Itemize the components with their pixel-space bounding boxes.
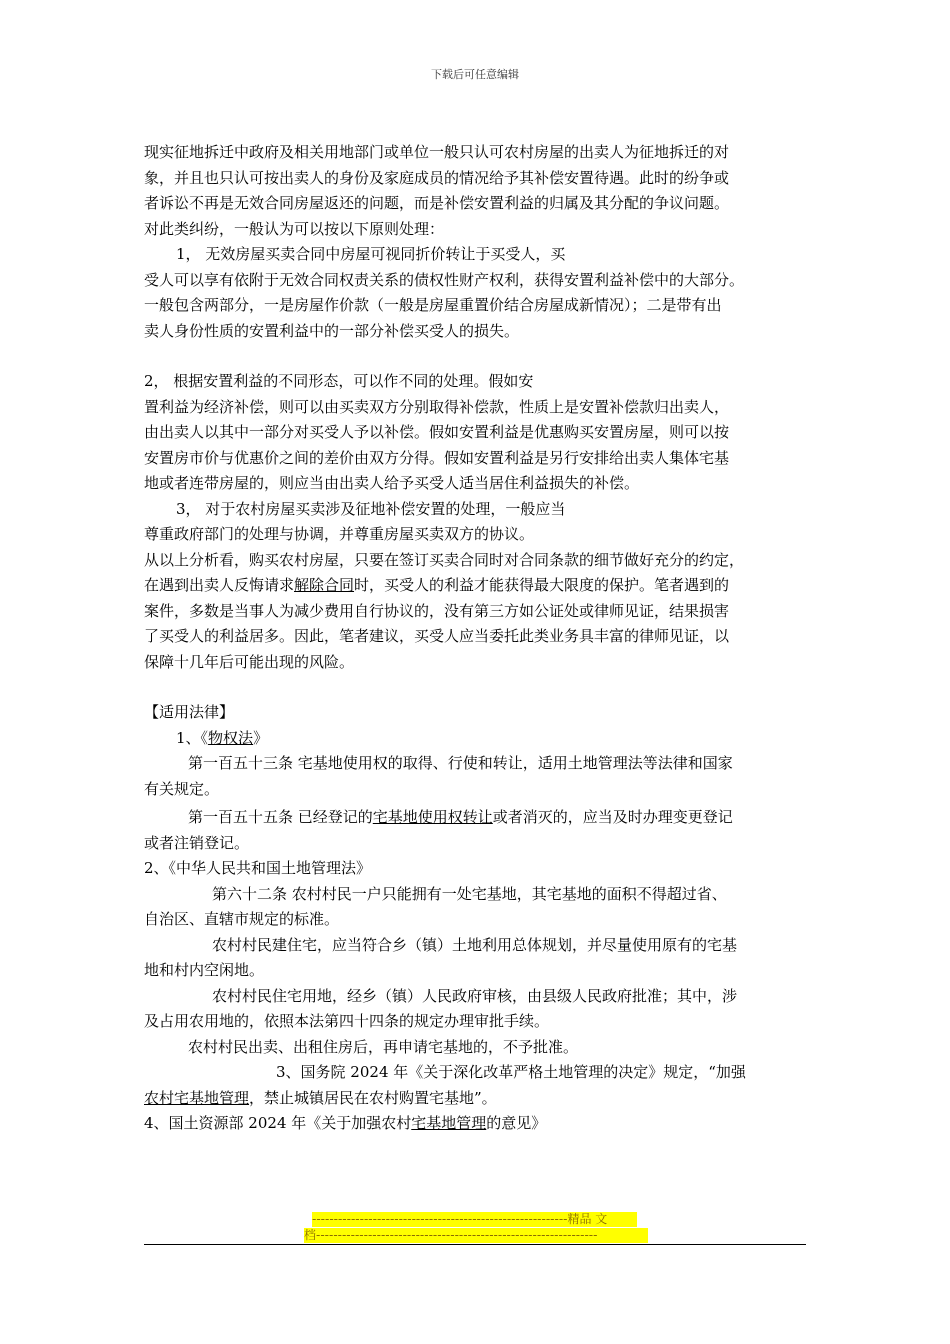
body-line: 置利益为经济补偿，则可以由买卖双方分别取得补偿款，性质上是安置补偿款归出卖人， [144, 397, 730, 416]
body-line: 受人可以享有依附于无效合同权责关系的债权性财产权利，获得安置利益补偿中的大部分。 [144, 270, 745, 289]
body-line: 安置房市价与优惠价之间的差价由双方分得。假如安置利益是另行安排给出卖人集体宅基 [144, 448, 730, 467]
link-nongcun-zhaijidi-guanli[interactable]: 农村宅基地管理 [144, 1088, 250, 1107]
body-line: 尊重政府部门的处理与协调，并尊重房屋买卖双方的协议。 [144, 525, 535, 543]
link-zhaijidi-zhuanrang[interactable]: 宅基地使用权转让 [372, 808, 493, 826]
body-line: 3， 对于农村房屋买卖涉及征地补偿安置的处理，一般应当 [176, 499, 566, 518]
document-body [144, 140, 808, 1137]
page-header: 下载后可任意编辑 [431, 68, 519, 81]
body-line: 1， 无效房屋买卖合同中房屋可视同折价转让于买受人，买 [176, 245, 566, 263]
body-line: 或者注销登记。 [144, 833, 250, 852]
body-line: 有关规定。 [144, 779, 220, 798]
body-line: 农村村民建住宅，应当符合乡（镇）土地利用总体规划，并尽量使用原有的宅基 [212, 935, 738, 954]
body-line: 者诉讼不再是无效合同房屋返还的问题，而是补偿安置利益的归属及其分配的争议问题。 [144, 194, 730, 212]
text-span: 时，买受人的利益才能获得最大限度的保护。笔者遇到的 [354, 576, 730, 594]
body-line: 对此类纠纷，一般认为可以按以下原则处理： [144, 219, 445, 238]
text-span: 4、国土资源部 2024 年《关于加强农村 [144, 1114, 412, 1132]
body-line: 自治区、直辖市规定的标准。 [144, 910, 340, 928]
body-line: 农村村民出卖、出租住房后，再申请宅基地的，不予批准。 [188, 1037, 579, 1056]
law-item [144, 1111, 808, 1137]
text-span: ，禁止城镇居民在农村购置宅基地”。 [249, 1088, 497, 1107]
body-line [144, 1086, 808, 1112]
body-line: 农村村民住宅用地，经乡（镇）人民政府审核，由县级人民政府批准；其中，涉 [212, 986, 738, 1005]
body-line: 第六十二条 农村村民一户只能拥有一处宅基地，其宅基地的面积不得超过省、 [212, 884, 727, 903]
body-line: 案件，多数是当事人为减少费用自行协议的，没有第三方如公证处或律师见证，结果损害 [144, 601, 730, 620]
body-line: 一般包含两部分，一是房屋作价款（一般是房屋重置价结合房屋成新情况）；二是带有出 [144, 296, 722, 314]
body-line: 象，并且也只认可按出卖人的身份及家庭成员的情况给予其补偿安置待遇。此时的纷争或 [144, 168, 730, 187]
link-zhaijidi-guanli[interactable]: 宅基地管理 [411, 1114, 487, 1132]
link-wuquanfa[interactable]: 物权法 [208, 728, 254, 747]
footer-banner-line: -----------------------------------------------------------精品 文 [312, 1212, 637, 1227]
body-line: 地或者连带房屋的，则应当由出卖人给予买受人适当居住利益损失的补偿。 [144, 474, 640, 492]
text-span: 第一百五十五条 已经登记的 [188, 808, 373, 826]
body-line: 现实征地拆迁中政府及相关用地部门或单位一般只认可农村房屋的出卖人为征地拆迁的对 [144, 143, 730, 161]
text-span: 的意见》 [486, 1114, 547, 1132]
body-line: 了买受人的利益居多。因此，笔者建议，买受人应当委托此类业务具丰富的律师见证，以 [144, 627, 730, 645]
law-item [144, 726, 808, 752]
link-jiechu-hetong[interactable]: 解除合同 [294, 576, 355, 594]
body-line [144, 573, 808, 599]
footer-banner-line: 档----------------------------------------------------------------- [304, 1228, 648, 1243]
body-line: 保障十几年后可能出现的风险。 [144, 652, 355, 671]
footer-rule [144, 1244, 806, 1245]
text-span: 1、《 [176, 728, 209, 747]
body-line: 地和村内空闲地。 [144, 961, 265, 979]
body-line [144, 805, 808, 831]
body-line: 2， 根据安置利益的不同形态，可以作不同的处理。假如安 [144, 372, 534, 390]
text-span: 或者消灭的，应当及时办理变更登记 [492, 808, 733, 826]
body-line: 及占用农用地的，依照本法第四十四条的规定办理审批手续。 [144, 1012, 550, 1030]
body-line: 第一百五十三条 宅基地使用权的取得、行使和转让，适用土地管理法等法律和国家 [188, 754, 733, 772]
text-span: 在遇到出卖人反悔请求 [144, 576, 295, 594]
law-item: 3、国务院 2024 年《关于深化改革严格土地管理的决定》规定，“加强 [276, 1063, 746, 1081]
law-item: 2、《中华人民共和国土地管理法》 [144, 859, 372, 877]
text-span: 》 [253, 728, 269, 747]
section-heading: 【适用法律】 [144, 703, 235, 721]
body-line: 由出卖人以其中一部分对买受人予以补偿。假如安置利益是优惠购买安置房屋，则可以按 [144, 423, 730, 441]
body-line: 卖人身份性质的安置利益中的一部分补偿买受人的损失。 [144, 321, 520, 340]
body-line: 从以上分析看，购买农村房屋，只要在签订买卖合同时对合同条款的细节做好充分的约定， [144, 550, 745, 569]
